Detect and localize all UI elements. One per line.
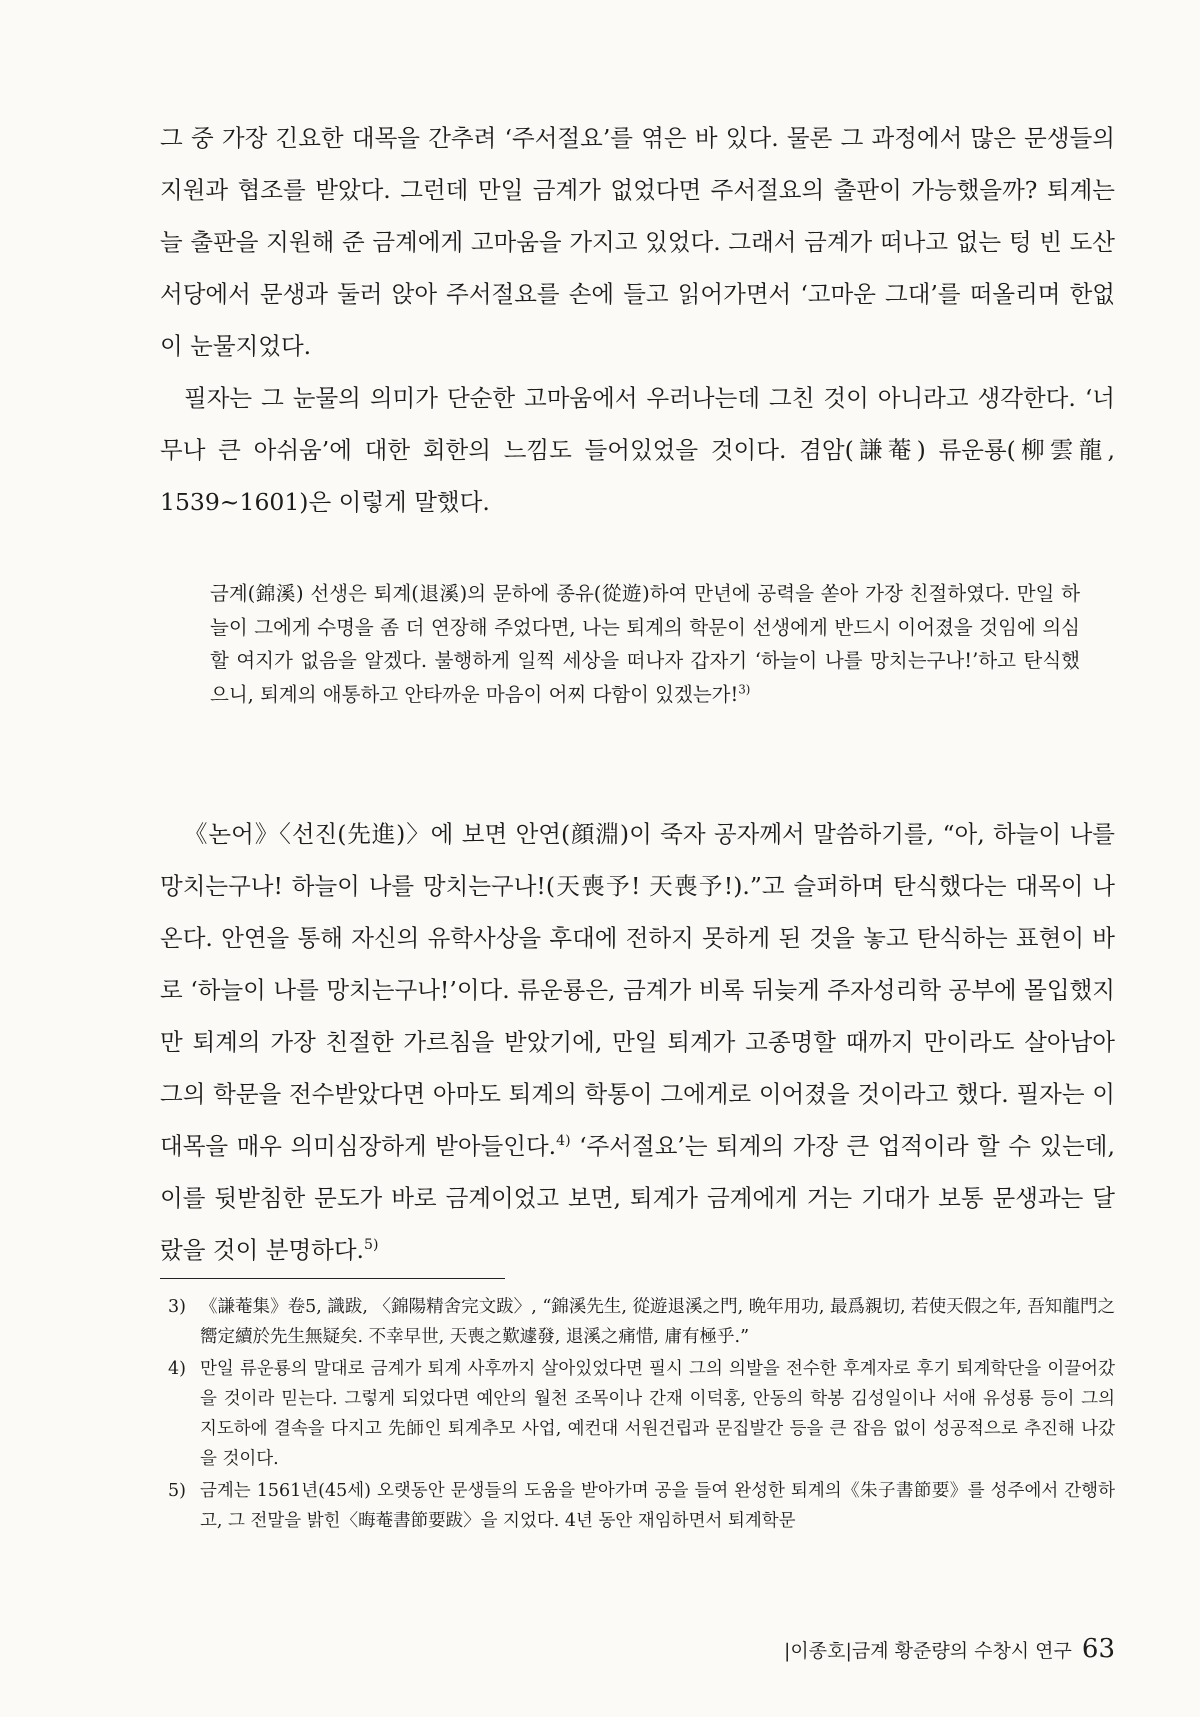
- footnote-text: 금계는 1561년(45세) 오랫동안 문생들의 도움을 받아가며 공을 들여 완성한 퇴계의《朱子書節要》를 성주에서 간행하고, 그 전말을 밝힌〈晦菴書節要跋〉을 지었다. 4년 동안 재임하면서 퇴계학문: [200, 1481, 1115, 1531]
- footnote: [160, 1354, 1115, 1474]
- paragraph-3-part-b: ‘주서절요’는 퇴계의 가장 큰 업적이라 할 수 있는데, 이를 뒷받침한 문도가 바로 금계이었고 보면, 퇴계가 금계에게 거는 기대가 보통 문생과는 달랐을 것이 분명하다.: [160, 1132, 1115, 1264]
- block-quote-text: [210, 577, 1080, 711]
- footnote-ref-3[interactable]: 3): [738, 682, 751, 696]
- page-number: 63: [1081, 1634, 1115, 1664]
- block-quote: [210, 577, 1080, 711]
- footnote-number: 5): [168, 1481, 186, 1501]
- block-quote-body: 금계(錦溪) 선생은 퇴계(退溪)의 문하에 종유(從遊)하여 만년에 공력을 쏟아 가장 친절하였다. 만일 하늘이 그에게 수명을 좀 더 연장해 주었다면, 나는 퇴계의 학문이 선생에게 반드시 이어졌을 것임에 의심할 여지가 없음을 알겠다. 불행하게 일찍 세상을 떠나자 갑자기 ‘하늘이 나를 망치는구나!’하고 탄식했으니, 퇴계의 애통하고 안타까운 마음이 어찌 다함이 있겠는가!: [210, 582, 1080, 706]
- paragraph-3: [160, 808, 1115, 1276]
- paragraph-1: 그 중 가장 긴요한 대목을 간추려 ‘주서절요’를 엮은 바 있다. 물론 그 과정에서 많은 문생들의 지원과 협조를 받았다. 그런데 만일 금계가 없었다면 주서절요의 출판이 가능했을까? 퇴계는 늘 출판을 지원해 준 금계에게 고마움을 가지고 있었다. 그래서 금계가 떠나고 없는 텅 빈 도산서당에서 문생과 둘러 앉아 주서절요를 손에 들고 읽어가면서 ‘고마운 그대’를 떠올리며 한없이 눈물지었다.: [160, 124, 1115, 360]
- footnote-text: 《謙菴集》卷5, 識跋, 〈錦陽精舍完文跋〉, “錦溪先生, 從遊退溪之門, 晩年用功, 最爲親切, 若使天假之年, 吾知龍門之嚮定續於先生無疑矣. 不幸早世, 天喪之歎遽發, 退溪之痛惜, 庸有極乎.”: [200, 1297, 1115, 1347]
- footnote-number: 3): [168, 1297, 186, 1317]
- footnotes: [160, 1292, 1115, 1538]
- footnote: [160, 1292, 1115, 1352]
- footnote-ref-5[interactable]: 5): [364, 1237, 379, 1254]
- paragraph-2: 필자는 그 눈물의 의미가 단순한 고마움에서 우러나는데 그친 것이 아니라고 생각한다. ‘너무나 큰 아쉬움’에 대한 회한의 느낌도 들어있었을 것이다. 겸암(謙菴) 류운룡(柳雲龍, 1539~1601)은 이렇게 말했다.: [160, 384, 1115, 516]
- footnote-ref-4[interactable]: 4): [556, 1133, 571, 1150]
- footnote-text: 만일 류운룡의 말대로 금계가 퇴계 사후까지 살아있었다면 필시 그의 의발을 전수한 후계자로 후기 퇴계학단을 이끌어갔을 것이라 믿는다. 그렇게 되었다면 예안의 월천 조목이나 간재 이덕홍, 안동의 학봉 김성일이나 서애 유성룡 등이 그의 지도하에 결속을 다지고 先師인 퇴계추모 사업, 예컨대 서원건립과 문집발간 등을 큰 잡음 없이 성공적으로 추진해 나갔을 것이다.: [200, 1359, 1115, 1469]
- body-text-upper: [160, 112, 1115, 528]
- footnote: [160, 1476, 1115, 1536]
- paragraph-3-part-a: 《논어》〈선진(先進)〉에 보면 안연(顔淵)이 죽자 공자께서 말씀하기를, “아, 하늘이 나를 망치는구나! 하늘이 나를 망치는구나!(天喪予! 天喪予!).”고 슬퍼하며 탄식했다는 대목이 나온다. 안연을 통해 자신의 유학사상을 후대에 전하지 못하게 된 것을 놓고 탄식하는 표현이 바로 ‘하늘이 나를 망치는구나!’이다. 류운룡은, 금계가 비록 뒤늦게 주자성리학 공부에 몰입했지만 퇴계의 가장 친절한 가르침을 받았기에, 만일 퇴계가 고종명할 때까지 만이라도 살아남아 그의 학문을 전수받았다면 아마도 퇴계의 학통이 그에게로 이어졌을 것이라고 했다. 필자는 이 대목을 매우 의미심장하게 받아들인다.: [160, 820, 1116, 1160]
- footnote-divider: [160, 1278, 505, 1279]
- page-footer: [784, 1634, 1115, 1664]
- running-head: |이종호|금계 황준량의 수창시 연구: [784, 1640, 1072, 1662]
- body-text-lower: [160, 808, 1115, 1276]
- footnote-number: 4): [168, 1359, 186, 1379]
